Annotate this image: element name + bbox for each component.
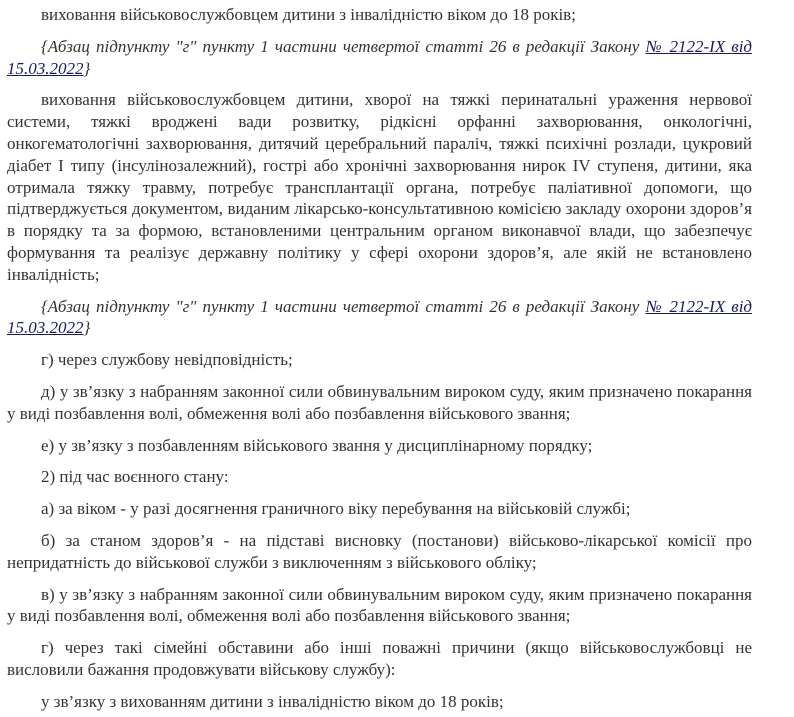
note-close: } (83, 58, 91, 78)
item-2-martial-law: 2) під час воєнного стану: (41, 467, 229, 487)
note-close: } (83, 318, 91, 338)
item-g-family-circumstances: г) через такі сімейні обставини або інші поважні причини (якщо військовослужбовці не висловили бажання продовжувати військову службу): (7, 638, 752, 679)
amendment-note-2 (7, 296, 752, 340)
note-text: {Абзац підпункту "г" пункту 1 частини четвертої статті 26 в редакції Закону (41, 36, 646, 56)
item-e-rank-deprivation: е) у зв’язку з позбавленням військового звання у дисциплінарному порядку; (41, 435, 593, 455)
paragraph-seriously-ill-child: виховання військовослужбовцем дитини, хворої на тяжкі перинатальні ураження нервової системи, тяжкі вроджені вади розвитку, рідкісні орфанні захворювання, онкологічні, онкогематологічні захворювання, дитячий церебральний параліч, тяжкі психічні розлади, цукровий діабет I типу (інсулінозалежний), гострі або хронічні захворювання нирок IV ступеня, дитини, яка отримала тяжку травму, потребує трансплантації органа, потребує паліативної допомоги, що підтверджується документом, виданим лікарсько-консультативною комісією закладу охорони здоров’я в порядку та за формою, встановленими центральним органом виконавчої влади, що забезпечує формування та реалізує державну політику у сфері охорони здоров’я, але якій не встановлено інвалідність; (7, 90, 752, 284)
law-2122-ix-link[interactable]: № 2122-IX від 15.03.2022 (7, 36, 753, 78)
law-2122-ix-link[interactable]: № 2122-IX від 15.03.2022 (7, 296, 753, 338)
item-b-health: б) за станом здоров’я - на підставі висновку (постанови) військово-лікарської комісії про непридатність до військової служби з виключенням з військового обліку; (7, 530, 752, 572)
law-document (7, 0, 752, 713)
amendment-note-1 (7, 36, 752, 80)
paragraph-disabled-child: виховання військовослужбовцем дитини з інвалідністю віком до 18 років; (41, 5, 576, 24)
item-d-court-verdict: д) у зв’язку з набранням законної сили обвинувальним вироком суду, яким призначено покарання у виді позбавлення волі, обмеження волі або позбавлення військового звання; (7, 381, 752, 423)
item-g-service-inadequacy: г) через службову невідповідність; (41, 350, 293, 370)
paragraph-disabled-child-upbringing: у зв’язку з вихованням дитини з інвалідністю віком до 18 років; (41, 691, 504, 711)
item-v-court-verdict: в) у зв’язку з набранням законної сили обвинувальним вироком суду, яким призначено покарання у виді позбавлення волі, обмеження волі або позбавлення військового звання; (7, 584, 752, 626)
note-text: {Абзац підпункту "г" пункту 1 частини четвертої статті 26 в редакції Закону (41, 296, 646, 316)
item-a-age: а) за віком - у разі досягнення граничного віку перебування на військовій службі; (41, 499, 631, 519)
